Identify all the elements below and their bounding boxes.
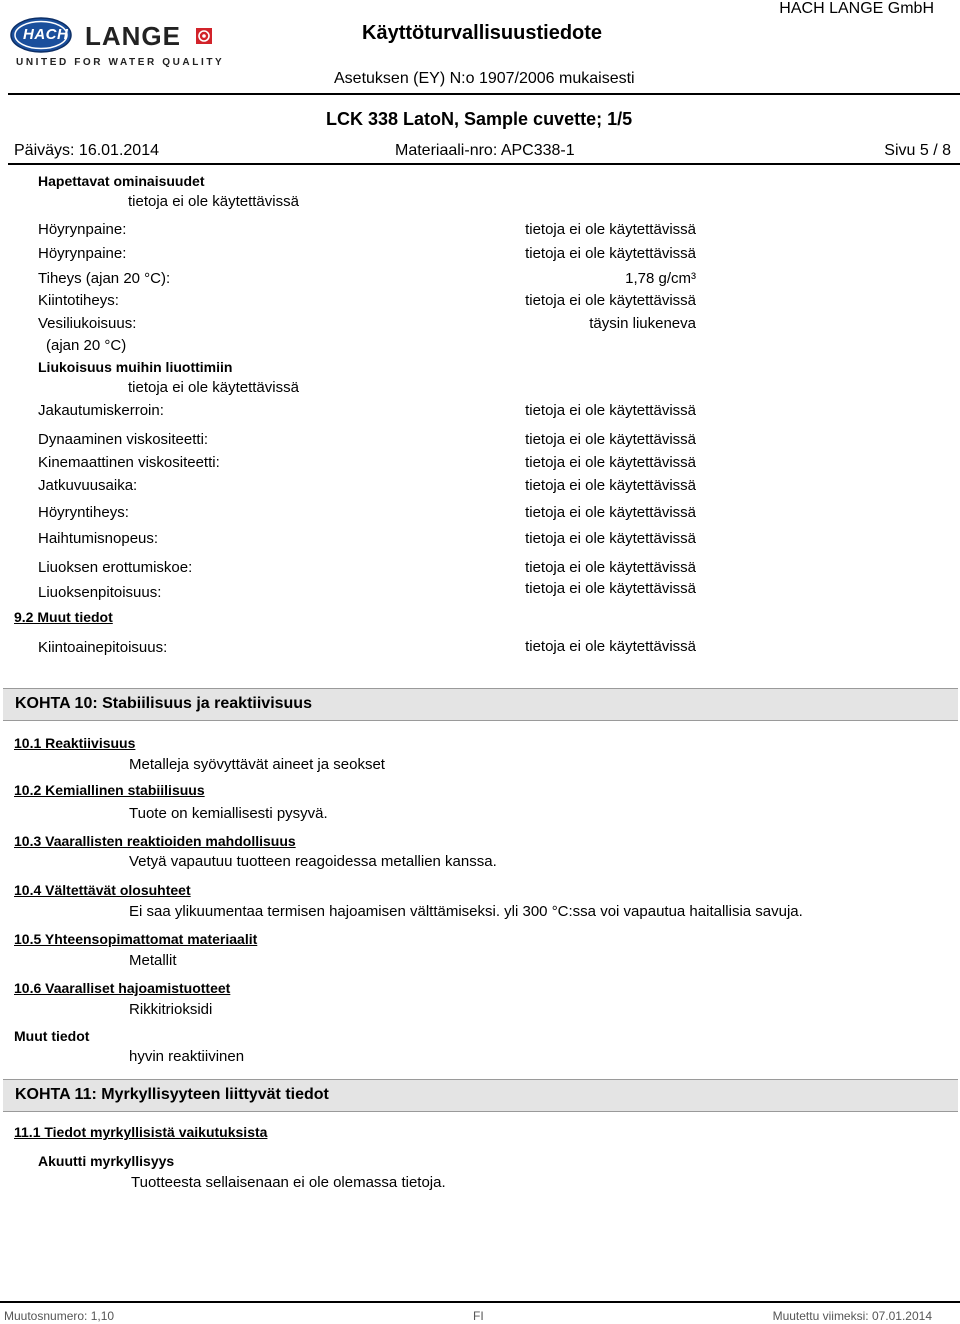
regulation-text: Asetuksen (EY) N:o 1907/2006 mukaisesti [334, 70, 635, 87]
solvent-solubility-value: tietoja ei ole käytettävissä [128, 379, 299, 396]
property-value: tietoja ei ole käytettävissä [525, 402, 696, 419]
lange-target-icon [196, 28, 212, 44]
solvent-solubility-heading: Liukoisuus muihin liuottimiin [38, 359, 233, 375]
product-name: LCK 338 LatoN, Sample cuvette; 1/5 [326, 109, 633, 129]
section-11-title: KOHTA 11: Myrkyllisyyteen liittyvät tiedot [15, 1086, 329, 1103]
property-label: Kiintotiheys: [38, 292, 119, 309]
company-name: HACH LANGE GmbH [779, 0, 934, 17]
oxidizing-heading: Hapettavat ominaisuudet [38, 173, 205, 189]
subsection-heading: 10.2 Kemiallinen stabiilisuus [14, 782, 205, 798]
logo-tagline: UNITED FOR WATER QUALITY [16, 57, 225, 68]
other-data-heading: Muut tiedot [14, 1028, 90, 1044]
lange-logo-text: LANGE [85, 21, 181, 51]
header-divider-bottom [8, 163, 960, 165]
revision-number: Muutosnumero: 1,10 [4, 1309, 115, 1323]
property-value: 1,78 g/cm³ [625, 270, 696, 287]
document-date: Päiväys: 16.01.2014 [14, 142, 159, 159]
water-solubility-condition: (ajan 20 °C) [46, 337, 127, 354]
document-title: Käyttöturvallisuustiedote [362, 22, 603, 44]
subsection-heading: 10.4 Vältettävät olosuhteet [14, 882, 191, 898]
page-number: Sivu 5 / 8 [884, 142, 951, 159]
other-info-heading: 9.2 Muut tiedot [14, 609, 113, 625]
property-label: Liuoksenpitoisuus: [38, 584, 162, 601]
hach-lange-logo [10, 16, 225, 72]
footer-divider [0, 1301, 960, 1303]
section-10-title: KOHTA 10: Stabiilisuus ja reaktiivisuus [15, 695, 312, 712]
property-label: Haihtumisnopeus: [38, 530, 159, 547]
property-value: tietoja ei ole käytettävissä [525, 454, 696, 471]
property-value: tietoja ei ole käytettävissä [525, 221, 696, 238]
subsection-heading: 10.6 Vaaralliset hajoamistuotteet [14, 980, 231, 996]
solids-content-label: Kiintoainepitoisuus: [38, 639, 168, 656]
property-value: tietoja ei ole käytettävissä [525, 292, 696, 309]
oxidizing-value: tietoja ei ole käytettävissä [128, 193, 299, 210]
property-value: tietoja ei ole käytettävissä [525, 530, 696, 547]
property-label: Dynaaminen viskositeetti: [38, 431, 209, 448]
property-label: Jatkuvuusaika: [38, 477, 138, 494]
property-value: tietoja ei ole käytettävissä [525, 245, 696, 262]
subsection-heading: 10.5 Yhteensopimattomat materiaalit [14, 931, 258, 947]
property-label: Kinemaattinen viskositeetti: [38, 454, 220, 471]
property-value: tietoja ei ole käytettävissä [525, 559, 696, 576]
subsection-text: Tuote on kemiallisesti pysyvä. [129, 805, 328, 822]
property-value: tietoja ei ole käytettävissä [525, 477, 696, 494]
property-label: Höyrynpaine: [38, 221, 127, 238]
property-value: tietoja ei ole käytettävissä [525, 504, 696, 521]
subsection-text: Vetyä vapautuu tuotteen reagoidessa metallien kanssa. [129, 853, 497, 870]
property-value: tietoja ei ole käytettävissä [525, 431, 696, 448]
hach-logo-text: HACH [23, 26, 69, 43]
acute-toxicity-heading: Akuutti myrkyllisyys [38, 1153, 175, 1169]
subsection-text: Metallit [129, 952, 177, 969]
property-label: Tiheys (ajan 20 °C): [38, 270, 171, 287]
section-10-header [3, 688, 958, 721]
subsection-text: Ei saa ylikuumentaa termisen hajoamisen välttämiseksi. yli 300 °C:ssa voi vapautua haitallisia savuja. [129, 903, 803, 920]
subsection-text: Metalleja syövyttävät aineet ja seokset [129, 756, 385, 773]
subsection-heading: 10.3 Vaarallisten reaktioiden mahdollisuus [14, 833, 296, 849]
solids-content-value: tietoja ei ole käytettävissä [525, 638, 696, 655]
other-data-text: hyvin reaktiivinen [129, 1048, 245, 1065]
property-label: Höyryntiheys: [38, 504, 129, 521]
material-number: Materiaali-nro: APC338-1 [395, 142, 575, 159]
property-value: täysin liukeneva [589, 315, 696, 332]
last-modified: Muutettu viimeksi: 07.01.2014 [772, 1309, 932, 1323]
property-label: Jakautumiskerroin: [38, 402, 164, 419]
toxicology-subheading: 11.1 Tiedot myrkyllisistä vaikutuksista [14, 1124, 268, 1140]
subsection-heading: 10.1 Reaktiivisuus [14, 735, 136, 751]
subsection-text: Rikkitrioksidi [129, 1001, 213, 1018]
property-label: Liuoksen erottumiskoe: [38, 559, 193, 576]
property-value: tietoja ei ole käytettävissä [525, 580, 696, 597]
language-code: FI [473, 1309, 484, 1323]
section-11-header [3, 1079, 958, 1112]
property-label: Vesiliukoisuus: [38, 315, 137, 332]
acute-toxicity-text: Tuotteesta sellaisenaan ei ole olemassa tietoja. [131, 1174, 446, 1191]
property-label: Höyrynpaine: [38, 245, 127, 262]
header-divider-top [8, 93, 960, 95]
